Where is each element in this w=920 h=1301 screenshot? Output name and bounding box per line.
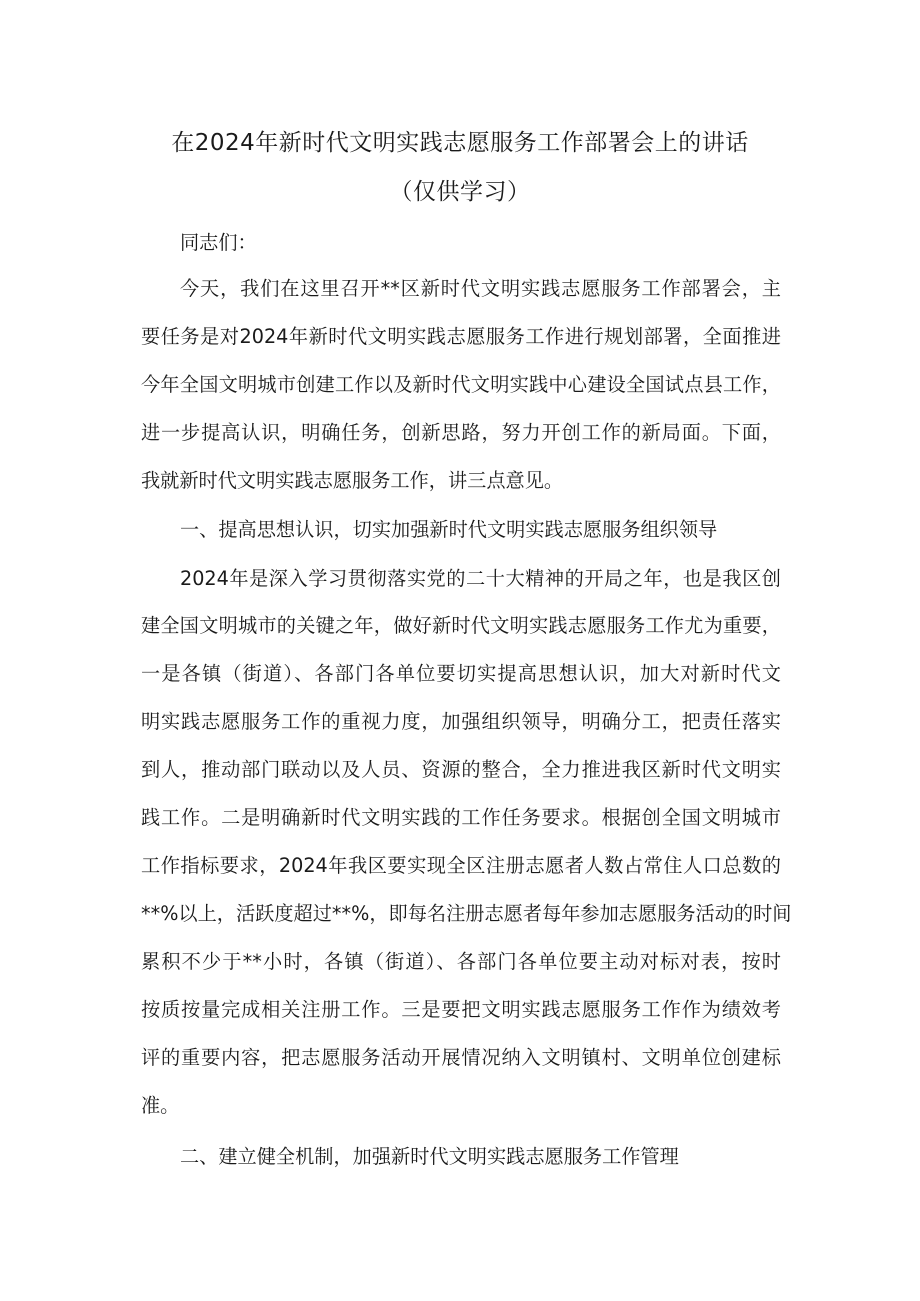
paragraph-line: 累积不少于**小时，各镇（街道）、各部门各单位要主动对标对表，按时 xyxy=(141,950,781,973)
section-heading-2: 二、建立健全机制，加强新时代文明实践志愿服务工作管理 xyxy=(180,1145,679,1168)
paragraph-line: 要任务是对2024年新时代文明实践志愿服务工作进行规划部署，全面推进 xyxy=(141,325,781,348)
paragraph-line: 明实践志愿服务工作的重视力度，加强组织领导，明确分工，把责任落实 xyxy=(141,710,781,733)
salutation: 同志们： xyxy=(180,231,257,254)
paragraph-line: 工作指标要求，2024年我区要实现全区注册志愿者人数占常住人口总数的 xyxy=(141,854,781,877)
paragraph-line: 我就新时代文明实践志愿服务工作，讲三点意见。 xyxy=(141,469,564,492)
paragraph-line: 今年全国文明城市创建工作以及新时代文明实践中心建设全国试点县工作， xyxy=(141,373,781,396)
paragraph-line: 评的重要内容，把志愿服务活动开展情况纳入文明镇村、文明单位创建标 xyxy=(141,1046,781,1069)
paragraph-line: **%以上，活跃度超过**%，即每名注册志愿者每年参加志愿服务活动的时间 xyxy=(141,902,792,925)
document-title: 在2024年新时代文明实践志愿服务工作部署会上的讲话 xyxy=(171,130,749,156)
paragraph-line: 践工作。二是明确新时代文明实践的工作任务要求。根据创全国文明城市 xyxy=(141,806,781,829)
paragraph-line: 建全国文明城市的关键之年，做好新时代文明实践志愿服务工作尤为重要， xyxy=(141,614,781,637)
paragraph-line: 准。 xyxy=(141,1094,180,1117)
document-subtitle: （仅供学习） xyxy=(389,179,531,205)
paragraph-line: 今天，我们在这里召开**区新时代文明实践志愿服务工作部署会，主 xyxy=(180,277,781,300)
paragraph-line: 2024年是深入学习贯彻落实党的二十大精神的开局之年，也是我区创 xyxy=(180,567,781,590)
paragraph-line: 按质按量完成相关注册工作。三是要把文明实践志愿服务工作作为绩效考 xyxy=(141,998,781,1021)
paragraph-line: 到人，推动部门联动以及人员、资源的整合，全力推进我区新时代文明实 xyxy=(141,758,781,781)
paragraph-line: 一是各镇（街道）、各部门各单位要切实提高思想认识，加大对新时代文 xyxy=(141,662,781,685)
section-heading-1: 一、提高思想认识，切实加强新时代文明实践志愿服务组织领导 xyxy=(180,518,718,541)
paragraph-line: 进一步提高认识，明确任务，创新思路，努力开创工作的新局面。下面， xyxy=(141,421,781,444)
